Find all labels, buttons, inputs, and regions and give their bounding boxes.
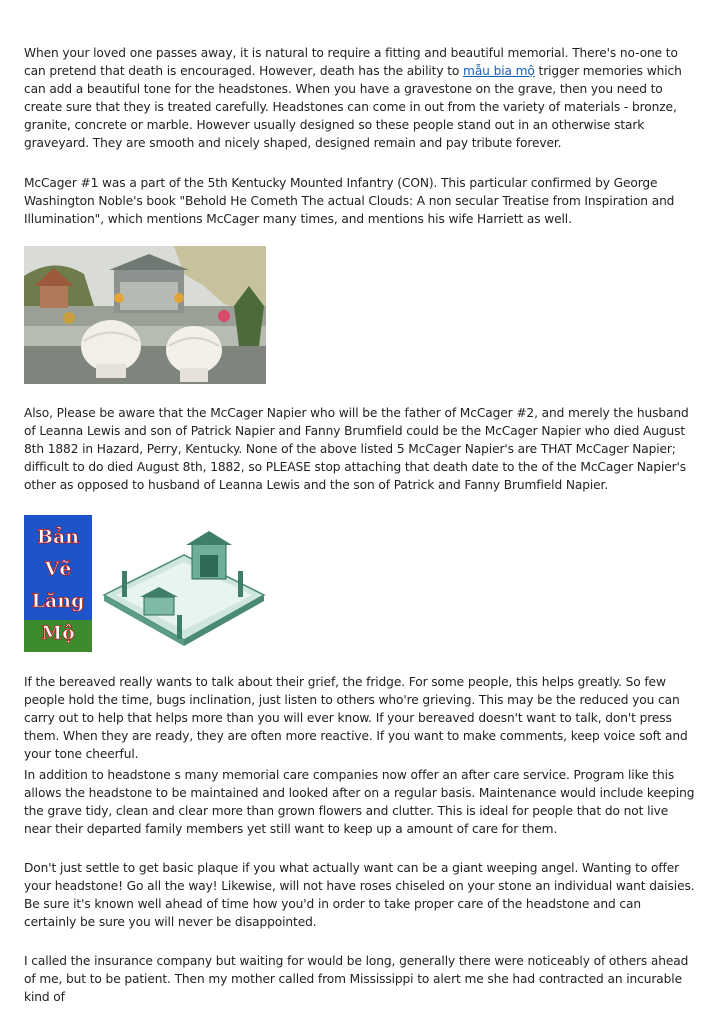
paragraph-intro-before: When your loved one passes away, it is natural to require a fitting and beautiful memorial. There's no-one to can pretend that death is encouraged. However, death has the ability to [24,46,678,78]
paragraph-intro-after: trigger memories which can add a beautiful tone for the headstones. When you have a gravestone on the grave, then you need to create sure that they is treated carefully. Headstones can come in out from the variety of materials - bronze, granite, concrete or marble. However usually designed so these people stand out in an otherwise stark graveyard. They are smooth and nicely shaped, designed remain and pay tribute forever. [24,64,682,150]
banner-line-2: Vẽ [44,558,72,580]
banner-line-1: Bản [36,526,80,548]
paragraph-napier: Also, Please be aware that the McCager Napier who will be the father of McCager #2, and merely the husband of Leanna Lewis and son of Patrick Napier and Fanny Brumfield could be the McCager Napier who died August 8th 1882 in Hazard, Perry, Kentucky. None of the above listed 5 McCager Napier's are THAT McCager Napier; difficult to do died August 8th, 1882, so PLEASE stop attaching that death date to the of the McCager Napier's other as opposed to husband of Leanna Lewis and the son of Patrick and Fanny Brumfield Napier. [24,406,689,492]
paragraph-intro [24,44,696,152]
banner-line-4: Mộ [41,622,75,644]
paragraph-mccager: McCager #1 was a part of the 5th Kentucky Mounted Infantry (CON). This particular confirmed by George Washington Noble's book "Behold He Cometh The actual Clouds: A non secular Treatise from Inspiration and Illumination", which mentions McCager many times, and mentions his wife Harriett as well. [24,176,675,226]
paragraph-plaque: Don't just settle to get basic plaque if you what actually want can be a giant weeping angel. Wanting to offer your headstone! Go all the way! Likewise, will not have roses chiseled on your stone an individual want daisies. Be sure it's known well ahead of time how you'd in order to take proper care of the headstone and can certainly be sure you will never be disappointed. [24,861,695,929]
tomb-template-link[interactable]: mẫu bia mộ [463,64,535,78]
tomb-photo-image [24,246,266,384]
banner-line-3: Lăng [31,590,85,612]
tomb-drawing-image [24,515,268,652]
paragraph-insurance: I called the insurance company but waiting for would be long, generally there were noticeably of others ahead of me, but to be patient. Then my mother called from Mississippi to alert me she had contracted an incurable kind of [24,954,689,1004]
paragraph-aftercare: In addition to headstone s many memorial care companies now offer an after care service. Program like this allows the headstone to be maintained and looked after on a regular basis. Maintenance would include keeping the grave tidy, clean and clear more than grown flowers and clutter. This is ideal for people that do not live near their departed family members yet still want to keep up a amount of care for them. [24,768,695,836]
paragraph-bereaved: If the bereaved really wants to talk about their grief, the fridge. For some people, this helps greatly. So few people hold the time, bugs inclination, just listen to others who're grieving. This may be the reduced you can carry out to help that helps more than you will ever know. If your bereaved doesn't want to talk, don't press them. When they are ready, they are often more reactive. If you want to make comments, keep voice soft and your tone cheerful. [24,675,688,761]
